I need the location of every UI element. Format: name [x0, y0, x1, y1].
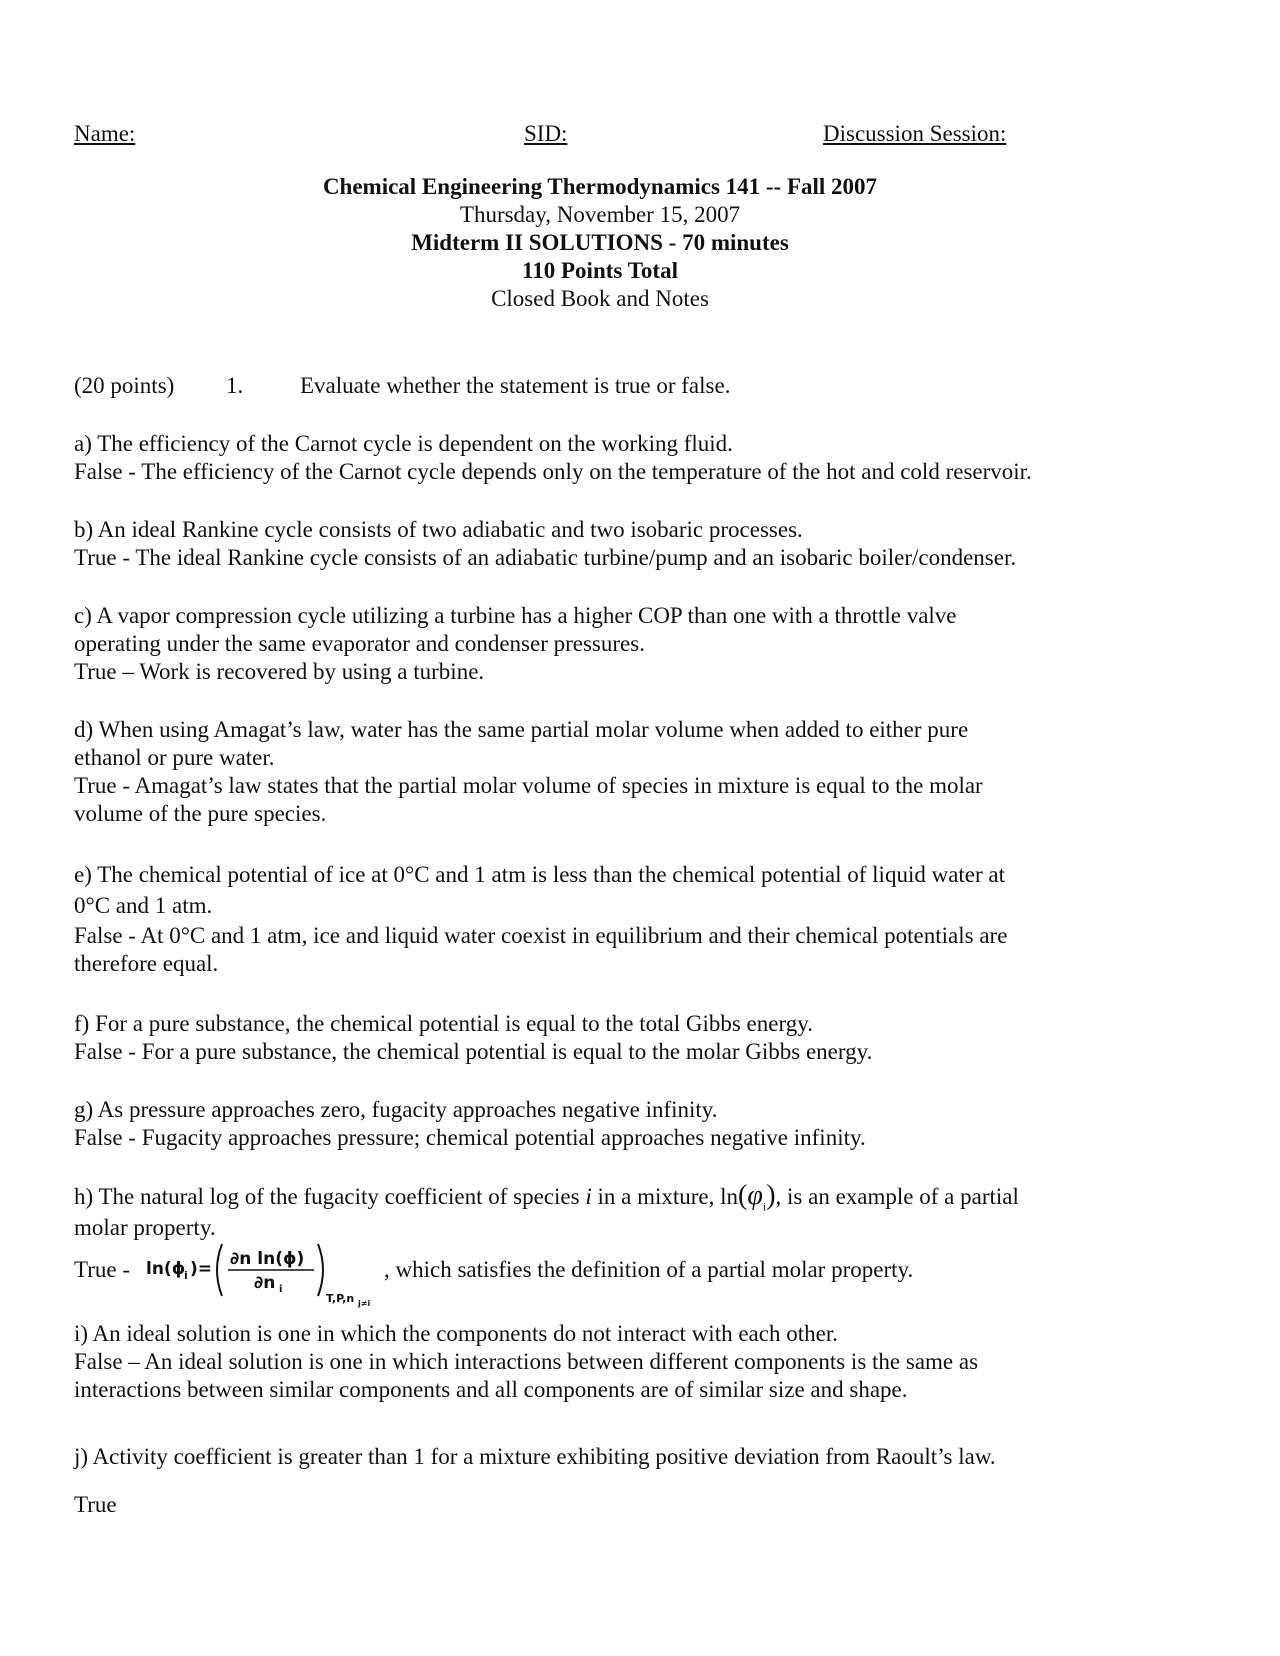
item-e-answer-line1: False - At 0°C and 1 atm, ice and liquid water coexist in equilibrium and their chemical potentials are: [74, 923, 1008, 948]
item-b-question: b) An ideal Rankine cycle consists of two adiabatic and two isobaric processes.: [74, 517, 803, 542]
discussion-session-label: Discussion Session:: [823, 121, 1007, 146]
item-d-question-line2: ethanol or pure water.: [74, 745, 275, 770]
phi-i-expression: $(\varphi_i)$: [738, 1180, 776, 1214]
item-h-question-post: , is an example of a partial: [775, 1184, 1019, 1209]
item-h-answer-prefix: True -: [74, 1257, 131, 1282]
exam-title: Midterm II SOLUTIONS - 70 minutes: [411, 230, 789, 255]
item-d-answer-line1: True - Amagat’s law states that the partial molar volume of species in mixture is equal to the molar: [74, 773, 983, 798]
item-j-answer: True: [74, 1492, 117, 1517]
item-i-question: i) An ideal solution is one in which the components do not interact with each other.: [74, 1321, 838, 1346]
sid-label: SID:: [524, 121, 568, 146]
partial-molar-equation: [142, 1232, 382, 1308]
svg-text:ln(ϕ: ln(ϕ: [146, 1259, 186, 1279]
item-i-answer-line2: interactions between similar components and all components are of similar size and shape.: [74, 1377, 908, 1402]
item-c-answer: True – Work is recovered by using a turbine.: [74, 659, 485, 684]
problem1-instruction: Evaluate whether the statement is true or false.: [300, 373, 731, 398]
item-h-question-mid: in a mixture, ln: [591, 1184, 739, 1209]
problem1-number: 1.: [226, 373, 244, 398]
item-h-question-line2: molar property.: [74, 1215, 216, 1240]
item-a-answer: False - The efficiency of the Carnot cycle depends only on the temperature of the hot and cold reservoir.: [74, 459, 1032, 484]
svg-text:j≠i: j≠i: [358, 1299, 371, 1308]
item-e-question-line2: 0°C and 1 atm.: [74, 893, 213, 918]
item-h-answer-suffix: , which satisfies the definition of a partial molar property.: [384, 1257, 914, 1282]
svg-text:T,P,n: T,P,n: [326, 1292, 355, 1305]
item-i-answer-line1: False – An ideal solution is one in which interactions between different components is the same as: [74, 1349, 979, 1374]
svg-text:∂n ln(ϕ): ∂n ln(ϕ): [230, 1249, 305, 1269]
svg-text:i: i: [184, 1269, 188, 1282]
item-a-question: a) The efficiency of the Carnot cycle is dependent on the working fluid.: [74, 431, 733, 456]
item-e-question-line1: e) The chemical potential of ice at 0°C and 1 atm is less than the chemical potential of liquid water at: [74, 862, 1006, 887]
species-i-symbol: i: [585, 1184, 592, 1209]
item-f-question: f) For a pure substance, the chemical potential is equal to the total Gibbs energy.: [74, 1011, 813, 1036]
svg-text:)=: )=: [190, 1259, 213, 1279]
item-e-answer-line2: therefore equal.: [74, 951, 219, 976]
item-b-answer: True - The ideal Rankine cycle consists of an adiabatic turbine/pump and an isobaric boiler/condenser.: [74, 545, 1017, 570]
svg-text:∂n: ∂n: [254, 1273, 276, 1293]
item-d-answer-line2: volume of the pure species.: [74, 801, 327, 826]
points-total: 110 Points Total: [522, 258, 678, 283]
item-g-answer: False - Fugacity approaches pressure; chemical potential approaches negative infinity.: [74, 1125, 866, 1150]
item-d-question-line1: d) When using Amagat’s law, water has the same partial molar volume when added to either pure: [74, 717, 969, 742]
item-c-question-line2: operating under the same evaporator and condenser pressures.: [74, 631, 645, 656]
item-c-question-line1: c) A vapor compression cycle utilizing a turbine has a higher COP than one with a throttle valve: [74, 603, 957, 628]
exam-rules: Closed Book and Notes: [491, 286, 709, 311]
item-h-question-pre: h) The natural log of the fugacity coefficient of species: [74, 1184, 586, 1209]
course-title: Chemical Engineering Thermodynamics 141 -- Fall 2007: [322, 174, 878, 199]
exam-date: Thursday, November 15, 2007: [459, 202, 741, 227]
name-label: Name:: [74, 121, 136, 146]
item-g-question: g) As pressure approaches zero, fugacity approaches negative infinity.: [74, 1097, 718, 1122]
item-f-answer: False - For a pure substance, the chemical potential is equal to the molar Gibbs energy.: [74, 1039, 873, 1064]
item-h-question-line1: [74, 1182, 1019, 1221]
problem1-points: (20 points): [74, 373, 175, 398]
svg-text:i: i: [279, 1284, 283, 1295]
item-j-question: j) Activity coefficient is greater than 1 for a mixture exhibiting positive deviation from Raoult’s law.: [74, 1444, 996, 1469]
